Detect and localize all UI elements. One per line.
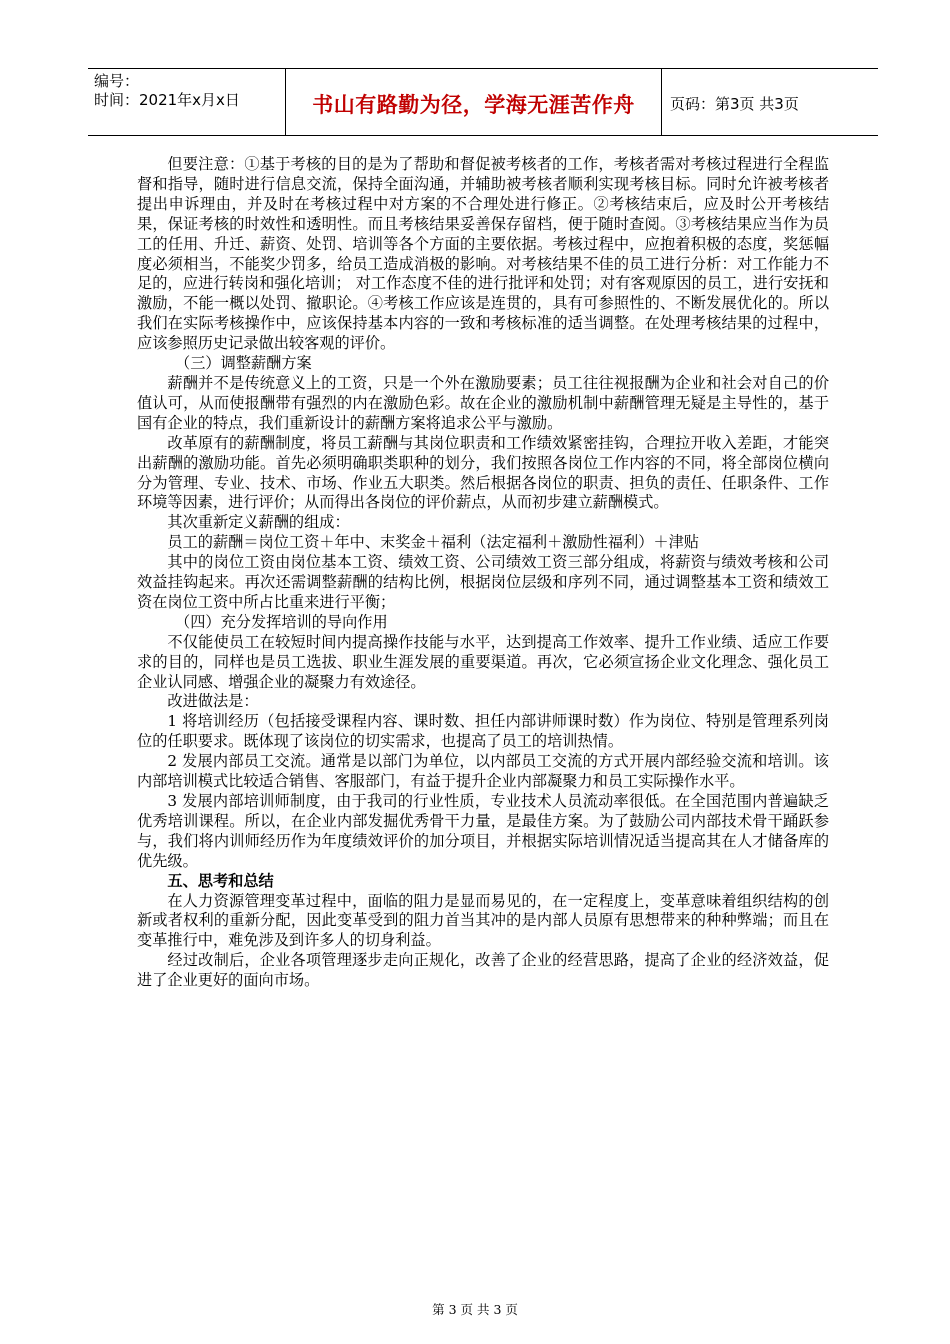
header-meta-cell xyxy=(88,69,286,135)
paragraph: 不仅能使员工在较短时间内提高操作技能与水平，达到提高工作效率、提升工作业绩、适应工作要求的目的，同样也是员工选拔、职业生涯发展的重要渠道。再次，它必须宣扬企业文化理念、强化员工企业认同感、增强企业的凝聚力有效途径。 xyxy=(137,632,829,691)
page-footer xyxy=(0,1300,950,1318)
time-label: 时间：2021年x月x日 xyxy=(94,91,240,109)
document-header xyxy=(88,68,878,136)
list-item: 3 发展内部培训师制度，由于我司的行业性质，专业技术人员流动率很低。在全国范围内普遍缺乏优秀培训课程。所以，在企业内部发掘优秀骨干力量，是最佳方案。为了鼓励公司内部技术骨干踊跃参与，我们将内训师经历作为年度绩效评价的加分项目，并根据实际培训情况适当提高其在人才储备库的优先级。 xyxy=(137,792,829,870)
paragraph: 改革原有的薪酬制度，将员工薪酬与其岗位职责和工作绩效紧密挂钩，合理拉开收入差距，才能突出薪酬的激励功能。首先必须明确职类职种的划分，我们按照各岗位工作内容的不同，将全部岗位横向分为管理、专业、技术、市场、作业五大职类。然后根据各岗位的职责、担负的责任、任职条件、工作环境等因素，进行评价；从而得出各岗位的评价薪点，从而初步建立薪酬模式。 xyxy=(137,433,829,512)
section-heading: （三）调整薪酬方案 xyxy=(175,354,312,373)
header-motto-cell xyxy=(286,69,662,135)
header-page-cell xyxy=(662,69,878,135)
paragraph: 其次重新定义薪酬的组成： xyxy=(167,513,350,532)
list-item: 2 发展内部员工交流。通常是以部门为单位，以内部员工交流的方式开展内部经验交流和培训。该内部培训模式比较适合销售、客服部门，有益于提升企业内部凝聚力和员工实际操作水平。 xyxy=(137,752,829,791)
motto-text: 书山有路勤为径，学海无涯苦作舟 xyxy=(312,93,635,117)
chapter-heading: 五、思考和总结 xyxy=(167,871,274,890)
section-heading: （四）充分发挥培训的导向作用 xyxy=(175,612,388,631)
paragraph: 改进做法是： xyxy=(167,692,259,711)
paragraph: 在人力资源管理变革过程中，面临的阻力是显而易见的，在一定程度上，变革意味着组织结构的创新或者权利的重新分配，因此变革受到的阻力首当其冲的是内部人员原有思想带来的种种弊端；而且在变革推行中，难免涉及到许多人的切身利益。 xyxy=(137,891,829,950)
list-item: 1 将培训经历（包括接受课程内容、课时数、担任内部讲师课时数）作为岗位、特别是管理系列岗位的任职要求。既体现了该岗位的切实需求，也提高了员工的培训热情。 xyxy=(137,712,829,751)
paragraph: 薪酬并不是传统意义上的工资，只是一个外在激励要素；员工往往视报酬为企业和社会对自己的价值认可，从而使报酬带有强烈的内在激励色彩。故在企业的激励机制中薪酬管理无疑是主导性的，基于国有企业的特点，我们重新设计的薪酬方案将追求公平与激励。 xyxy=(137,373,829,432)
footer-page-number: 第 3 页 共 3 页 xyxy=(432,1302,518,1317)
paragraph: 其中的岗位工资由岗位基本工资、绩效工资、公司绩效工资三部分组成，将薪资与绩效考核和公司效益挂钩起来。再次还需调整薪酬的结构比例，根据岗位层级和序列不同，通过调整基本工资和绩效工资在岗位工资中所占比重来进行平衡； xyxy=(137,553,829,611)
document-body xyxy=(137,155,829,991)
formula-line: 员工的薪酬＝岗位工资＋年中、末奖金＋福利（法定福利＋激励性福利）＋津贴 xyxy=(167,533,699,552)
paragraph: 经过改制后，企业各项管理逐步走向正规化，改善了企业的经营思路，提高了企业的经济效益，促进了企业更好的面向市场。 xyxy=(137,951,829,990)
code-label: 编号： xyxy=(94,72,140,90)
page-label: 页码：第3页 共3页 xyxy=(670,94,799,113)
paragraph: 但要注意：①基于考核的目的是为了帮助和督促被考核者的工作，考核者需对考核过程进行全程监督和指导，随时进行信息交流，保持全面沟通，并辅助被考核者顺利实现考核目标。同时允许被考核者提出申诉理由，并及时在考核过程中对方案的不合理处进行修正。②考核结束后，应及时公开考核结果，保证考核的时效性和透明性。而且考核结果妥善保存留档，便于随时查阅。③考核结果应当作为员工的任用、升迁、薪资、处罚、培训等各个方面的主要依据。考核过程中，应抱着积极的态度，奖惩幅度必须相当，不能奖少罚多，给员工造成消极的影响。对考核结果不佳的员工进行分析：对工作能力不足的，应进行转岗和强化培训； 对工作态度不佳的进行批评和处罚；对有客观原因的员工，进行安抚和激励，不能一概以处罚、撤职论。④考核工作应该是连贯的，具有可参照性的、不断发展优化的。所以我们在实际考核操作中，应该保持基本内容的一致和考核标准的适当调整。在处理考核结果的过程中，应该参照历史记录做出较客观的评价。 xyxy=(137,155,829,353)
